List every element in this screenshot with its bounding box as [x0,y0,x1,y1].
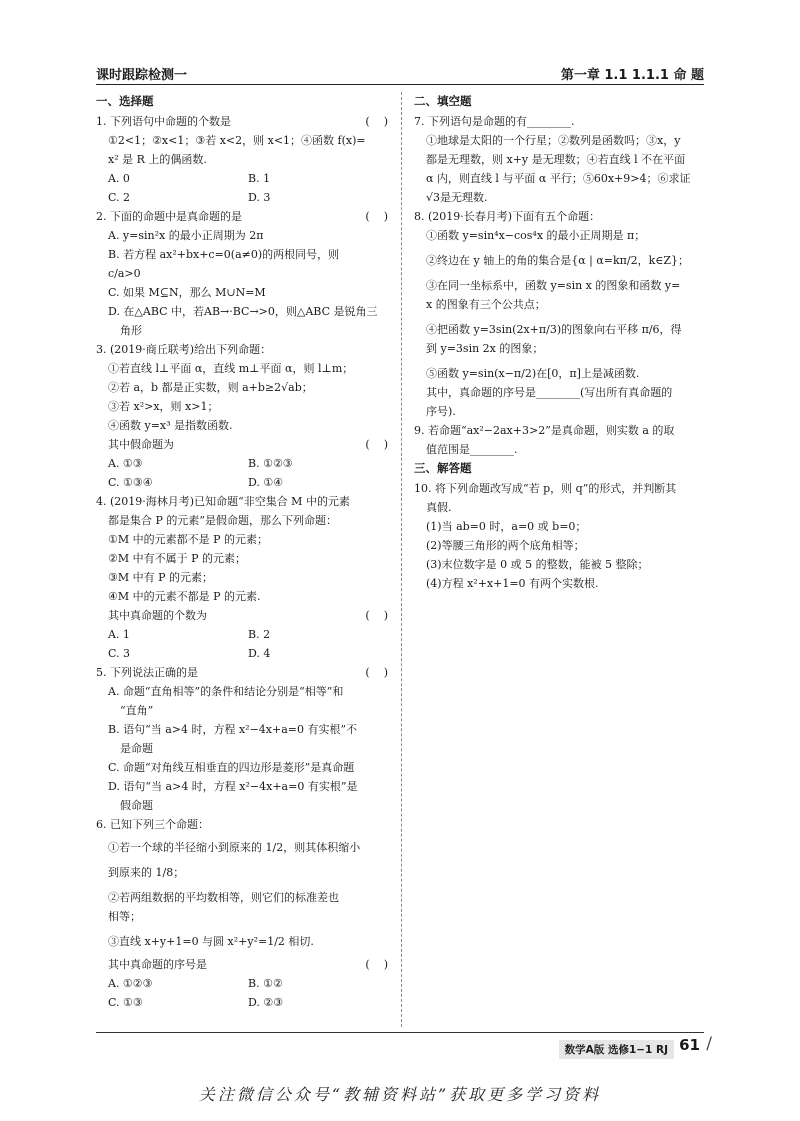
q8-line: ②终边在 y 轴上的角的集合是{α | α=kπ/2，k∈Z}； [426,254,690,267]
q9-stem: 9. 若命题“ax²−2ax+3>2”是真命题，则实数 a 的取 [414,424,675,437]
q3-option-c: C. ①③④ [108,476,153,489]
left-column [96,92,388,1012]
q2-option-a: A. y=sin²x 的最小正周期为 2π [108,229,264,242]
q8-line: 其中，真命题的序号是________(写出所有真命题的 [426,386,673,399]
q4-stem-cont: 都是集合 P 的元素”是假命题，那么下列命题： [108,514,338,527]
q4-option-b: B. 2 [248,628,271,641]
header-rule [96,84,704,85]
q1-option-b: B. 1 [248,172,271,185]
q2-option-b: B. 若方程 ax²+bx+c=0(a≠0)的两根同号，则 [108,248,340,261]
q10-subitem: (4)方程 x²+x+1=0 有两个实数根. [426,577,599,590]
q3-option-a: A. ①③ [108,457,143,470]
q5-option-b: B. 语句“当 a>4 时，方程 x²−4x+a=0 有实根”不 [108,723,358,736]
q1-option-c: C. 2 [108,191,131,204]
q3-option-d: D. ①④ [248,476,284,489]
section-choice: 一、选择题 [96,94,154,108]
q6-option-d: D. ②③ [248,996,284,1009]
q7-line: α 内，则直线 l 与平面 α 平行；⑤60x+9>4；⑥求证 [426,172,691,185]
q3-prompt: 其中假命题为 [108,438,174,451]
q8-line: ④把函数 y=3sin(2x+π/3)的图象向右平移 π/6，得 [426,323,682,336]
q5-option-d-cont: 假命题 [120,799,153,812]
q3-line: ②若 a，b 都是正实数，则 a+b≥2√ab； [108,381,313,394]
q8-stem: 8. (2019·长春月考)下面有五个命题： [414,210,601,223]
question-9 [414,421,706,459]
q3-line: ④函数 y=x³ 是指数函数. [108,419,233,432]
q6-option-b: B. ①② [248,977,283,990]
q5-option-a-cont: “直角” [120,704,154,717]
q10-stem: 10. 将下列命题改写成“若 p，则 q”的形式，并判断其 [414,482,677,495]
q4-line: ①M 中的元素都不是 P 的元素； [108,533,269,546]
q8-line: x 的图象有三个公共点； [426,298,546,311]
section-fill: 二、填空题 [414,94,472,108]
q4-option-d: D. 4 [248,647,271,660]
q6-option-c: C. ①③ [108,996,143,1009]
q6-line: ②若两组数据的平均数相等，则它们的标准差也 [108,891,339,904]
q4-option-c: C. 3 [108,647,131,660]
footer-rule [96,1032,704,1033]
q2-answer-blank: ( ) [365,210,388,223]
q6-line: ③直线 x+y+1=0 与圆 x²+y²=1/2 相切. [108,935,314,948]
q5-answer-blank: ( ) [365,666,388,679]
q2-option-c: C. 如果 M⊆N，那么 M∪N=M [108,286,266,299]
question-5 [96,663,388,815]
q4-line: ③M 中有 P 的元素； [108,571,214,584]
q1-line: x² 是 R 上的偶函数. [108,153,207,166]
q6-line: 相等； [108,910,141,923]
q4-line: ②M 中有不属于 P 的元素； [108,552,247,565]
footer-tag: 数学A版 选修1−1 RJ [559,1040,674,1059]
q2-option-d: D. 在△ABC 中，若AB→·BC→>0，则△ABC 是锐角三 [108,305,378,318]
q6-prompt: 其中真命题的序号是 [108,958,207,971]
q7-line: 都是无理数，则 x+y 是无理数；④若直线 l 不在平面 [426,153,686,166]
question-1 [96,112,388,207]
q3-answer-blank: ( ) [365,438,388,451]
question-6 [96,815,388,1012]
q4-stem: 4. (2019·海林月考)已知命题“非空集合 M 中的元素 [96,495,350,508]
q7-stem: 7. 下列语句是命题的有________. [414,115,575,128]
q8-line: ①函数 y=sin⁴x−cos⁴x 的最小正周期是 π； [426,229,646,242]
q8-line: ③在同一坐标系中，函数 y=sin x 的图象和函数 y= [426,279,681,292]
q4-answer-blank: ( ) [365,609,388,622]
q6-line: ①若一个球的半径缩小到原来的 1/2，则其体积缩小 [108,841,361,854]
q5-option-c: C. 命题“对角线互相垂直的四边形是菱形”是真命题 [108,761,355,774]
page-number: 61 [679,1036,700,1054]
q6-option-a: A. ①②③ [108,977,153,990]
q3-line: ③若 x²>x，则 x>1； [108,400,219,413]
q10-subitem: (3)末位数字是 0 或 5 的整数，能被 5 整除； [426,558,649,571]
watermark-text: 关注微信公众号“教辅资料站”获取更多学习资料 [198,1085,602,1104]
q6-line: 到原来的 1/8； [108,866,185,879]
question-7 [414,112,706,207]
q3-stem: 3. (2019·商丘联考)给出下列命题： [96,343,272,356]
question-10 [414,479,706,593]
q10-subitem: (1)当 ab=0 时，a=0 或 b=0； [426,520,587,533]
q5-option-a: A. 命题“直角相等”的条件和结论分别是“相等”和 [108,685,344,698]
q10-stem-cont: 真假. [426,501,452,514]
q2-stem: 2. 下面的命题中是真命题的是 [96,210,242,223]
q10-subitem: (2)等腰三角形的两个底角相等； [426,539,585,552]
q8-line: ⑤函数 y=sin(x−π/2)在[0，π]上是减函数. [426,367,640,380]
question-4 [96,492,388,663]
q1-line: ①2<1；②x<1；③若 x<2，则 x<1；④函数 f(x)= [108,134,366,147]
q6-stem: 6. 已知下列三个命题： [96,818,209,831]
section-answer: 三、解答题 [414,461,472,475]
q2-option-d-cont: 角形 [120,324,142,337]
q4-option-a: A. 1 [108,628,130,641]
q5-option-b-cont: 是命题 [120,742,153,755]
q7-line: ①地球是太阳的一个行星；②数列是函数吗；③x，y [426,134,681,147]
q8-line: 序号). [426,405,456,418]
question-2 [96,207,388,340]
right-column [414,92,706,593]
q4-prompt: 其中真命题的个数为 [108,609,207,622]
q7-line: √3是无理数. [426,191,488,204]
q1-option-d: D. 3 [248,191,271,204]
header-right: 第一章 1.1 1.1.1 命 题 [560,68,704,83]
q1-answer-blank: ( ) [365,115,388,128]
q3-option-b: B. ①②③ [248,457,293,470]
q3-line: ①若直线 l⊥平面 α，直线 m⊥平面 α，则 l⊥m； [108,362,354,375]
column-divider [401,92,402,1027]
q1-option-a: A. 0 [108,172,130,185]
q5-stem: 5. 下列说法正确的是 [96,666,198,679]
header-left: 课时跟踪检测一 [96,68,188,83]
q1-stem: 1. 下列语句中命题的个数是 [96,115,231,128]
footer-slash: / [706,1034,712,1054]
q5-option-d: D. 语句“当 a>4 时，方程 x²−4x+a=0 有实根”是 [108,780,358,793]
q8-line: 到 y=3sin 2x 的图象； [426,342,544,355]
q2-option-b-cont: c/a>0 [108,267,141,280]
q6-answer-blank: ( ) [365,958,388,971]
q9-line: 值范围是________. [426,443,518,456]
question-3 [96,340,388,492]
question-8 [414,207,706,421]
q4-line: ④M 中的元素不都是 P 的元素. [108,590,261,603]
